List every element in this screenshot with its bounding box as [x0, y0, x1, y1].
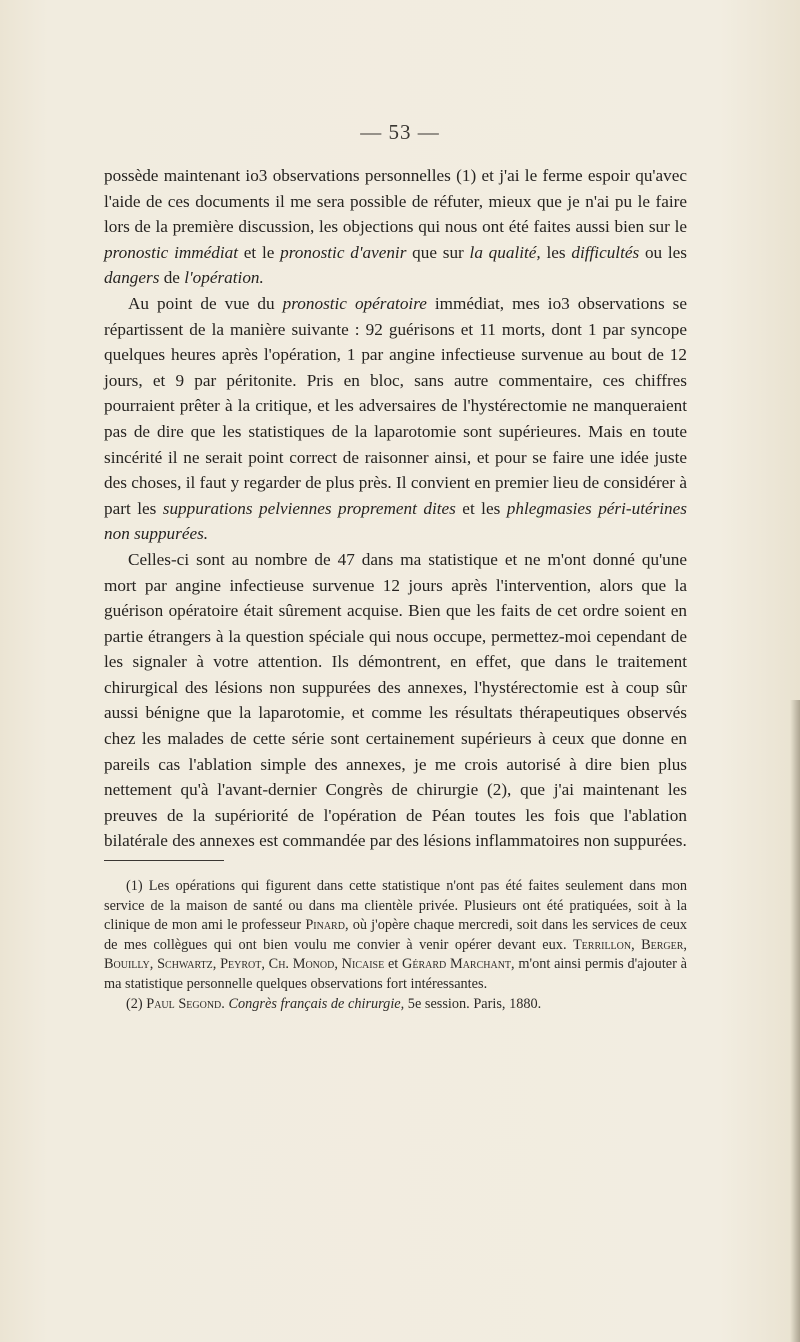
- text-run: immédiat, mes io3 observations se répartissent de la manière suivante : 92 guérisons et 11 morts, dont 1 par syncope quelques heures après l'opération, 1 par angine infectieuse survenue au bout de 12 jours, et 9 par péritonite. Pris en bloc, sans autre commentaire, ces chiffres pourraient prêter à la critique, et les adversaires de l'hystérectomie ne manqueraient pas de dire que les statistiques de la laparotomie sont supérieures. Mais en toute sincérité il ne serait point correct de raisonner ainsi, et pour se faire une idée juste des choses, il faut y regarder de plus près. Il convient en premier lieu de considérer à part les: [104, 293, 687, 518]
- italic-run: l'opération.: [184, 268, 264, 288]
- text-run: Au point de vue du: [128, 293, 283, 313]
- text-run: que sur: [406, 242, 470, 262]
- binding-edge-shadow: [790, 700, 800, 1342]
- paragraph-1: [104, 163, 687, 291]
- text-run: et les: [455, 498, 507, 518]
- text-run: , où j'opère chaque mercredi, soit dans les services de ceux de mes collègues qui ont bien voulu me convier à venir opérer devant eux.: [104, 917, 687, 953]
- footnote-1: [104, 877, 687, 995]
- italic-run: la qualité,: [469, 242, 541, 262]
- italic-run: dangers: [104, 268, 160, 288]
- paragraph-2: [104, 291, 687, 547]
- italic-run: pronostic d'avenir: [280, 242, 407, 262]
- italic-run: pronostic immédiat: [104, 242, 239, 262]
- text-run: (1) Les opérations qui figurent dans cette statistique n'ont pas été faites seulement dans mon service de la maison de santé ou dans ma clientèle privée. Plusieurs ont été pratiquées, soit à la clinique de mon ami le professeur: [104, 878, 687, 934]
- small-caps-run: Paul Segond.: [146, 995, 225, 1012]
- text-run: (2): [126, 995, 147, 1012]
- paragraph-3: Celles-ci sont au nombre de 47 dans ma statistique et ne m'ont donné qu'une mort par angine infectieuse survenue 12 jours après l'intervention, alors que la guérison opératoire était sûrement acquise. Bien que les faits de cet ordre soient en partie étrangers à la question spéciale qui nous occupe, permettez-moi cependant de les signaler à votre attention. Ils démontrent, en effet, que dans le traitement chirurgical des lésions non suppurées des annexes, l'hystérectomie est à coup sûr aussi bénigne que la laparotomie, et comme les résultats thérapeutiques observés chez les malades de cette série sont certainement supérieurs à ceux que donne en pareils cas l'ablation simple des annexes, je me crois autorisé à dire bien plus nettement qu'à l'avant-dernier Congrès de chirurgie (2), que j'ai maintenant les preuves de la supériorité de l'opération de Péan toutes les fois que l'ablation bilatérale des annexes est commandée par des lésions inflammatoires non suppurées.: [104, 549, 687, 851]
- page-number: — 53 —: [360, 120, 440, 144]
- text-run: 5e session. Paris, 1880.: [404, 995, 542, 1012]
- text-run: de: [159, 268, 185, 288]
- italic-run: difficultés: [571, 242, 640, 262]
- text-run: et le: [238, 242, 281, 262]
- text-run: possède maintenant io3 observations personnelles (1) et j'ai le ferme espoir qu'avec l'aide de ces documents il me sera possible de réfuter, mieux que je n'ai pu le faire lors de la première discussion, les objections qui nous ont été faites aussi bien sur le: [104, 166, 687, 237]
- italic-run: Congrès français de chirurgie,: [228, 995, 405, 1012]
- text-run: les: [540, 242, 572, 262]
- italic-run: suppurations pelviennes proprement dites: [162, 498, 456, 518]
- italic-run: phlegmasies péri-utérines non suppurées.: [104, 498, 687, 544]
- footnotes: [104, 877, 687, 1014]
- italic-run: pronostic opératoire: [282, 293, 427, 313]
- small-caps-run: Terrillon, Berger, Bouilly, Schwartz, Peyrot, Ch. Monod, Nicaise: [104, 936, 687, 973]
- small-caps-run: Gérard Marchant: [402, 956, 512, 973]
- text-run: ou les: [639, 242, 687, 262]
- footnote-2: [104, 995, 687, 1015]
- text-run: et: [384, 956, 403, 973]
- text-run: , m'ont ainsi permis d'ajouter à ma statistique personnelle quelques observations fort intéressantes.: [104, 956, 687, 992]
- small-caps-run: Pinard: [305, 917, 345, 934]
- main-text: [104, 163, 687, 854]
- footnote-divider: [104, 860, 224, 861]
